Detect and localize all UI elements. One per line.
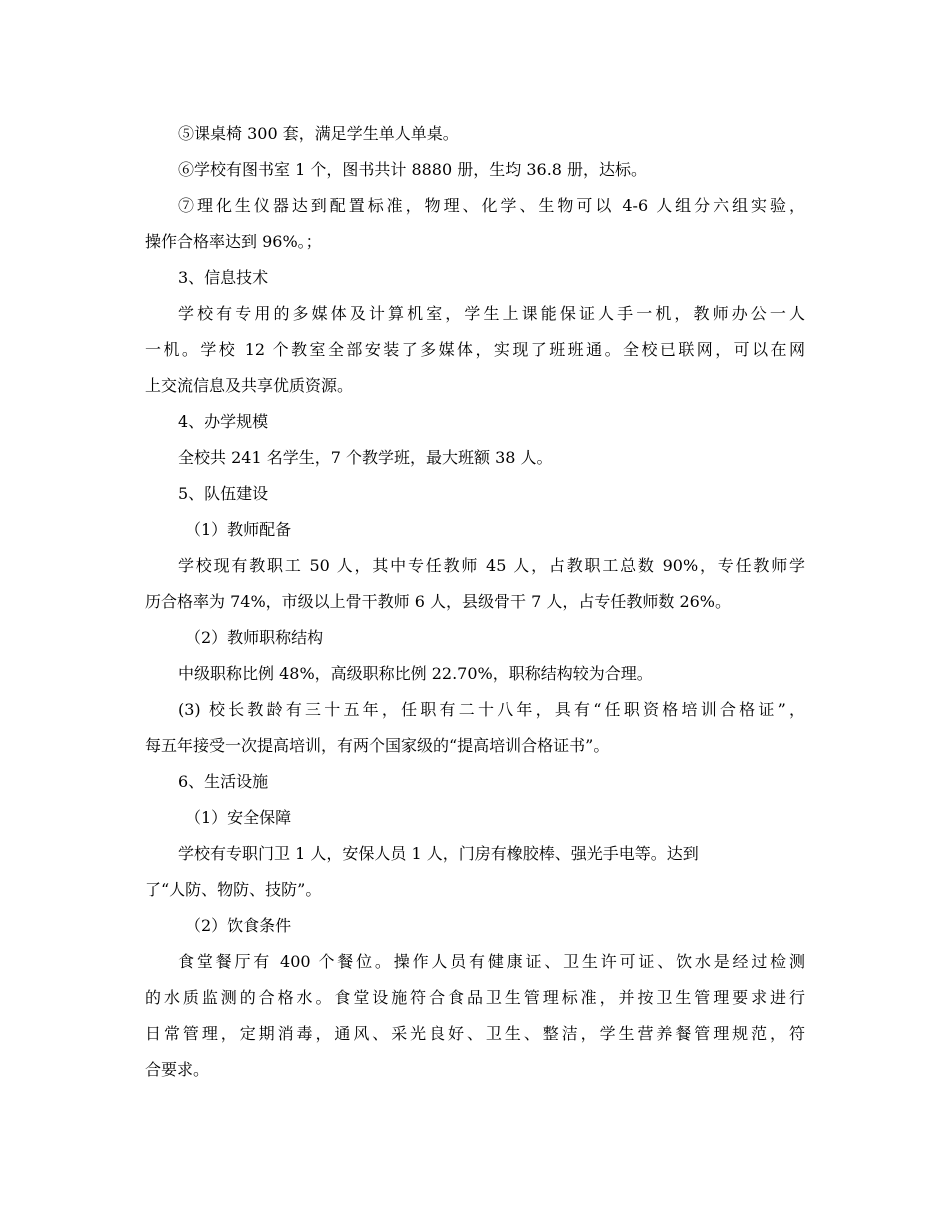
paragraph-principal-line2: 每五年接受一次提高培训，有两个国家级的“提高培训合格证书”。	[145, 736, 610, 755]
paragraph-teachers-line2: 历合格率为 74%，市级以上骨干教师 6 人，县级骨干 7 人，占专任教师数 26%。	[145, 592, 732, 611]
paragraph-dining-line1: 食堂餐厅有 400 个餐位。操作人员有健康证、卫生许可证、饮水是经过检测	[178, 952, 805, 971]
section-heading-facilities: 6、生活设施	[178, 772, 269, 791]
subheading-dining: （2）饮食条件	[185, 916, 292, 935]
paragraph-principal-line1: (3) 校长教龄有三十五年，任职有二十八年，具有“任职资格培训合格证”，	[178, 700, 805, 719]
paragraph-lab-equipment-line2: 操作合格率达到 96%。；	[145, 232, 322, 251]
paragraph-desks: ⑤课桌椅 300 套，满足学生单人单桌。	[178, 124, 459, 143]
paragraph-title-structure: 中级职称比例 48%，高级职称比例 22.70%，职称结构较为合理。	[178, 664, 653, 683]
paragraph-library: ⑥学校有图书室 1 个，图书共计 8880 册，生均 36.8 册，达标。	[178, 160, 648, 179]
subheading-teacher-allocation: （1）教师配备	[185, 520, 292, 539]
document-body	[145, 116, 805, 1088]
section-heading-scale: 4、办学规模	[178, 412, 269, 431]
paragraph-it-line2: 一机。学校 12 个教室全部安装了多媒体，实现了班班通。全校已联网，可以在网	[145, 340, 805, 359]
paragraph-dining-line4: 合要求。	[145, 1060, 210, 1079]
subheading-security: （1）安全保障	[185, 808, 292, 827]
subheading-title-structure: （2）教师职称结构	[185, 628, 324, 647]
section-heading-it: 3、信息技术	[178, 268, 269, 287]
section-heading-staff: 5、队伍建设	[178, 484, 269, 503]
paragraph-teachers-line1: 学校现有教职工 50 人，其中专任教师 45 人，占教职工总数 90%，专任教师学	[178, 556, 805, 575]
paragraph-dining-line2: 的水质监测的合格水。食堂设施符合食品卫生管理标准，并按卫生管理要求进行	[145, 988, 805, 1007]
paragraph-dining-line3: 日常管理，定期消毒，通风、采光良好、卫生、整洁，学生营养餐管理规范，符	[145, 1024, 805, 1043]
paragraph-security-line2: 了“人防、物防、技防”。	[145, 880, 322, 899]
paragraph-security-line1: 学校有专职门卫 1 人，安保人员 1 人，门房有橡胶棒、强光手电等。达到	[178, 844, 699, 863]
paragraph-it-line3: 上交流信息及共享优质资源。	[145, 376, 354, 395]
paragraph-lab-equipment-line1: ⑦理化生仪器达到配置标准，物理、化学、生物可以 4-6 人组分六组实验，	[178, 196, 805, 215]
paragraph-scale: 全校共 241 名学生，7 个教学班，最大班额 38 人。	[178, 448, 553, 467]
paragraph-it-line1: 学校有专用的多媒体及计算机室，学生上课能保证人手一机，教师办公一人	[178, 304, 805, 323]
